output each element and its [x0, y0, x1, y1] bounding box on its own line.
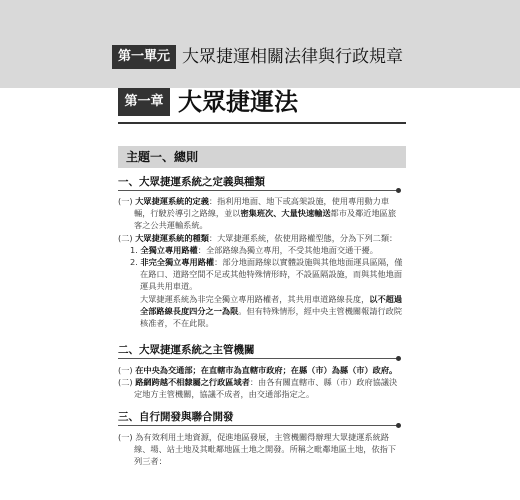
- section-title: 三、自行開發與聯合開發: [118, 411, 234, 423]
- list-item: [118, 232, 397, 244]
- item-text: 核准者，不在此限。: [140, 318, 214, 328]
- item-term: 全獨立專用路權: [140, 245, 198, 255]
- item-text: ：全部路線為獨立專用，不受其他地面交通干擾。: [197, 245, 378, 255]
- item-text: ：部分地面路線以實體設施與其他地面運具區隔，僅: [214, 257, 403, 267]
- item-text: 列三者：: [134, 456, 167, 466]
- paragraph-line: [140, 293, 402, 305]
- unit-title: 大眾捷運相關法律與行政規章: [182, 47, 403, 67]
- list-item-continued: [134, 455, 167, 467]
- list-item-continued: [134, 219, 208, 231]
- item-term: 非完全獨立專用路權: [140, 257, 215, 267]
- item-marker: (一): [118, 196, 133, 206]
- item-text: ：由各有關直轄市、縣（市）政府協議決: [249, 377, 398, 387]
- item-marker: (二): [118, 377, 133, 387]
- item-emphasis: 密集班次、大量快速輸送: [240, 208, 331, 218]
- sub-list-item-continued: [140, 280, 197, 292]
- item-term: 大眾捷運系統的定義: [135, 196, 209, 206]
- item-text: ：指利用地面、地下或高架設施，使用專用動力車: [208, 196, 390, 206]
- item-text: 線、場、站土地及其毗鄰地區土地之開發。所稱之毗鄰地區土地，依指下: [134, 444, 397, 454]
- item-text: 輛，行駛於導引之路線，並以: [134, 208, 241, 218]
- section-divider: [118, 425, 398, 426]
- item-text: ：大眾捷運系統，依使用路權型態，分為下列二類：: [208, 233, 398, 243]
- list-item: [118, 431, 389, 443]
- item-text: 在路口、道路空間不足或其他特殊情形時，不設區隔設施，而與其他地面: [140, 269, 403, 279]
- list-item-continued: [134, 443, 396, 455]
- sub-list-item-continued: [140, 268, 402, 280]
- item-marker: 2.: [130, 257, 138, 267]
- item-text: 定地方主管機關，協議不成者，由交通部指定之。: [134, 389, 315, 399]
- item-marker: (一): [118, 432, 133, 442]
- paragraph-line: [140, 317, 214, 329]
- item-emphasis: 全部路線長度四分之一為限: [140, 306, 239, 316]
- list-item: [118, 376, 397, 388]
- chapter-divider: [118, 122, 406, 124]
- topic-title: 主題一、總則: [126, 150, 199, 164]
- section-title: 二、大眾捷運系統之主管機關: [118, 344, 255, 356]
- item-marker: 1.: [130, 245, 138, 255]
- section-dot-icon: [396, 423, 401, 428]
- item-term: 路網跨越不相隸屬之行政區域者: [135, 377, 250, 387]
- list-item: [118, 195, 389, 207]
- section-divider: [118, 190, 398, 191]
- item-text: 為有效利用土地資源，促進地區發展，主管機關得辦理大眾捷運系統路: [135, 432, 390, 442]
- item-text: 大眾捷運系統為非完全獨立專用路權者，其共用車道路線長度，: [140, 294, 370, 304]
- item-text: 客之公共運輸系統。: [134, 220, 208, 230]
- paragraph-line: [140, 305, 402, 317]
- section-dot-icon: [396, 188, 401, 193]
- item-term: 在中央為交通部；在直轄市為直轄市政府；在縣（市）為縣（市）政府。: [135, 365, 398, 375]
- list-item-continued: [134, 207, 396, 219]
- item-emphasis: 以不超過: [369, 294, 403, 304]
- item-marker: (一): [118, 365, 133, 375]
- list-item-continued: [134, 388, 314, 400]
- chapter-tag: 第一章: [118, 88, 170, 116]
- item-term: 大眾捷運系統的種類: [135, 233, 209, 243]
- item-text: 。但有特殊情形，經中央主管機關報請行政院: [238, 306, 403, 316]
- unit-tag: 第一單元: [112, 45, 176, 69]
- item-text: 都市及鄰近地區旅: [330, 208, 397, 218]
- section-title: 一、大眾捷運系統之定義與種類: [118, 176, 265, 188]
- list-item: [118, 364, 397, 376]
- section-dot-icon: [396, 356, 401, 361]
- sub-list-item: [130, 244, 378, 256]
- chapter-title: 大眾捷運法: [178, 88, 298, 116]
- sub-list-item: [130, 256, 402, 268]
- section-divider: [118, 358, 398, 359]
- item-marker: (二): [118, 233, 133, 243]
- item-text: 運具共用車道。: [140, 281, 198, 291]
